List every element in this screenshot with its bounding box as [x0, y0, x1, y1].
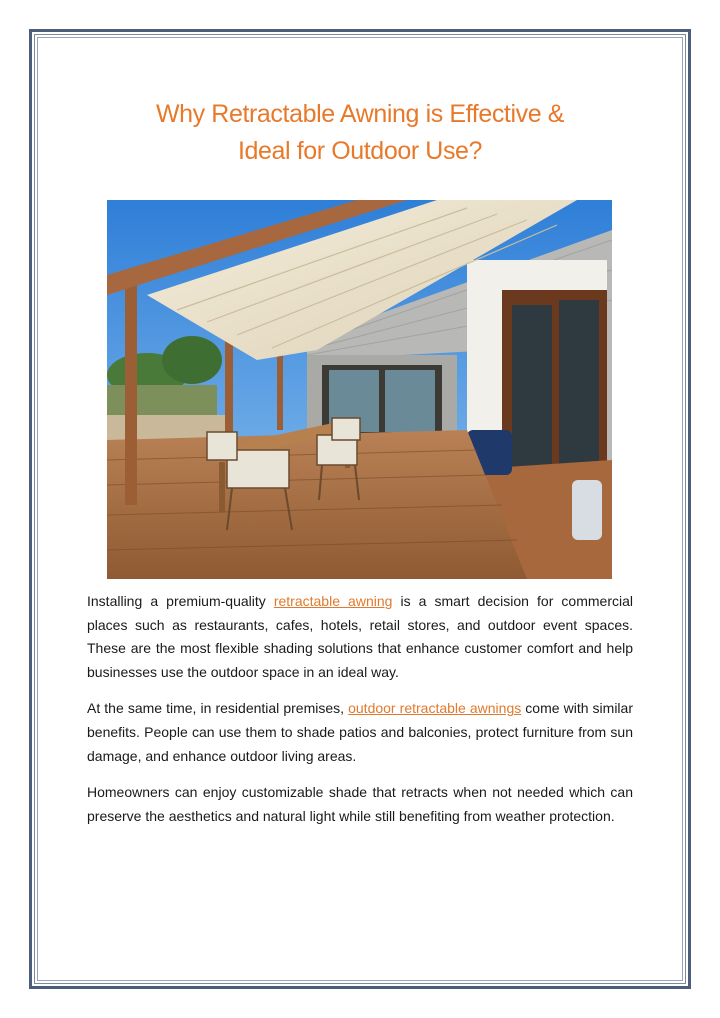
paragraph-3: Homeowners can enjoy customizable shade that retracts when not needed which can preserve the aesthetics and natural light while still benefiting from weather protection. — [87, 784, 633, 824]
title-line-1: Why Retractable Awning is Effective & — [155, 100, 565, 128]
paragraph-1: Installing a premium-quality retractable awning is a smart decision for commercial places such as restaurants, cafes, hotels, retail stores, and outdoor event spaces. These are the most flexible shading solutions that enhance customer comfort and help businesses use the outdoor space in an ideal way. — [87, 593, 633, 680]
awning-patio-photo — [107, 200, 612, 579]
paragraph-2: At the same time, in residential premises, outdoor retractable awnings come with similar benefits. People can use them to shade patios and balconies, protect furniture from sun damage, and enhance outdoor living areas. — [87, 700, 633, 764]
body-text — [87, 590, 633, 841]
retractable-awning-link[interactable]: retractable awning — [273, 593, 393, 609]
title-line-2: Ideal for Outdoor Use? — [237, 137, 483, 165]
outdoor-retractable-awnings-link[interactable]: outdoor retractable awnings — [348, 700, 522, 717]
document-title — [60, 96, 660, 170]
